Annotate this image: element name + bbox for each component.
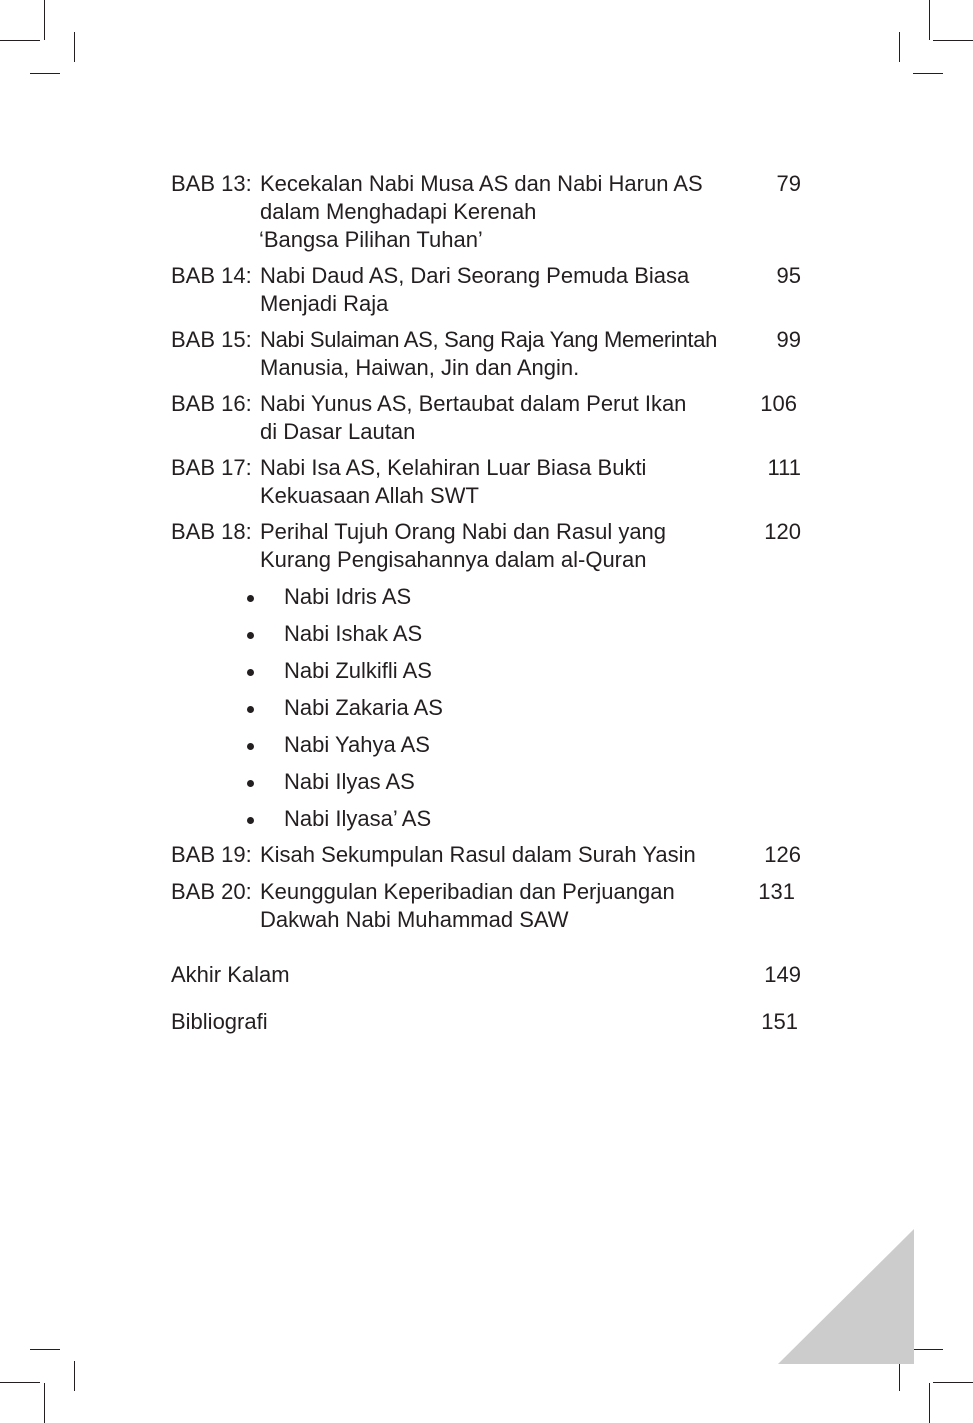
page-number: 106 — [760, 391, 797, 416]
page-number: 126 — [764, 842, 801, 867]
prophet-name: Nabi Ishak AS — [284, 621, 423, 646]
chapter-title: Nabi Yunus AS, Bertaubat dalam Perut Ikan di Dasar Lautan — [260, 391, 687, 444]
list-item — [171, 657, 801, 694]
page-number: 120 — [764, 519, 801, 544]
chapter-label: BAB 14: — [171, 263, 252, 288]
chapter-title: Keunggulan Keperibadian dan Perjuangan Dakwah Nabi Muhammad SAW — [260, 879, 675, 932]
section-label: Akhir Kalam — [171, 962, 290, 987]
bullet-icon — [247, 632, 254, 639]
prophet-name: Nabi Ilyasa’ AS — [284, 806, 432, 831]
chapter-title: Perihal Tujuh Orang Nabi dan Rasul yang Kurang Pengisahannya dalam al-Quran — [260, 519, 667, 572]
page-number: 131 — [758, 879, 795, 904]
list-item — [171, 620, 801, 657]
toc-entry-bab-13 — [171, 170, 801, 262]
prophet-name: Nabi Yahya AS — [284, 732, 430, 757]
page-number: 95 — [776, 263, 801, 288]
toc-entry-bab-19 — [171, 841, 801, 878]
prophet-name: Nabi Ilyas AS — [284, 769, 415, 794]
table-of-contents — [171, 170, 801, 1036]
page-number: 111 — [767, 455, 801, 480]
chapter-title: Nabi Isa AS, Kelahiran Luar Biasa Bukti Kekuasaan Allah SWT — [260, 455, 647, 508]
chapter-label: BAB 16: — [171, 391, 252, 416]
section-label: Bibliografi — [171, 1009, 268, 1034]
chapter-label: BAB 18: — [171, 519, 252, 544]
list-item — [171, 805, 801, 841]
toc-entry-bab-18 — [171, 518, 801, 583]
bullet-icon — [247, 669, 254, 676]
chapter-label: BAB 20: — [171, 879, 252, 904]
prophet-name: Nabi Zulkifli AS — [284, 658, 432, 683]
prophet-name: Nabi Idris AS — [284, 584, 412, 609]
list-item — [171, 694, 801, 731]
list-item — [171, 768, 801, 805]
toc-entry-bab-17 — [171, 454, 801, 518]
toc-entry-bab-15 — [171, 326, 801, 390]
chapter-label: BAB 17: — [171, 455, 252, 480]
triangle-shape — [778, 1229, 914, 1364]
prophet-name: Nabi Zakaria AS — [284, 695, 443, 720]
page-number: 149 — [764, 962, 801, 987]
list-item — [171, 731, 801, 768]
chapter-label: BAB 15: — [171, 327, 252, 352]
corner-triangle-decoration — [778, 1229, 914, 1365]
toc-entry-bab-20 — [171, 878, 801, 961]
chapter-title: Kisah Sekumpulan Rasul dalam Surah Yasin — [260, 842, 696, 867]
chapter-title: Nabi Sulaiman AS, Sang Raja Yang Memerintah Manusia, Haiwan, Jin dan Angin. — [260, 327, 718, 380]
bullet-icon — [247, 743, 254, 750]
chapter-label: BAB 13: — [171, 171, 252, 196]
bullet-icon — [247, 595, 254, 602]
bullet-icon — [247, 817, 254, 824]
page-number: 151 — [761, 1009, 798, 1034]
list-item — [171, 583, 801, 620]
chapter-title: Nabi Daud AS, Dari Seorang Pemuda Biasa Menjadi Raja — [260, 263, 690, 316]
chapter-label: BAB 19: — [171, 842, 252, 867]
page-number: 79 — [776, 171, 801, 196]
toc-entry-bibliografi — [171, 1008, 801, 1036]
toc-entry-akhir-kalam — [171, 961, 801, 989]
toc-entry-bab-16 — [171, 390, 801, 454]
bullet-icon — [247, 780, 254, 787]
chapter-title: Kecekalan Nabi Musa AS dan Nabi Harun AS dalam Menghadapi Kerenah ‘Bangsa Pilihan Tuhan’ — [259, 171, 703, 252]
bullet-icon — [247, 706, 254, 713]
toc-entry-bab-14 — [171, 262, 801, 326]
page-number: 99 — [776, 327, 801, 352]
